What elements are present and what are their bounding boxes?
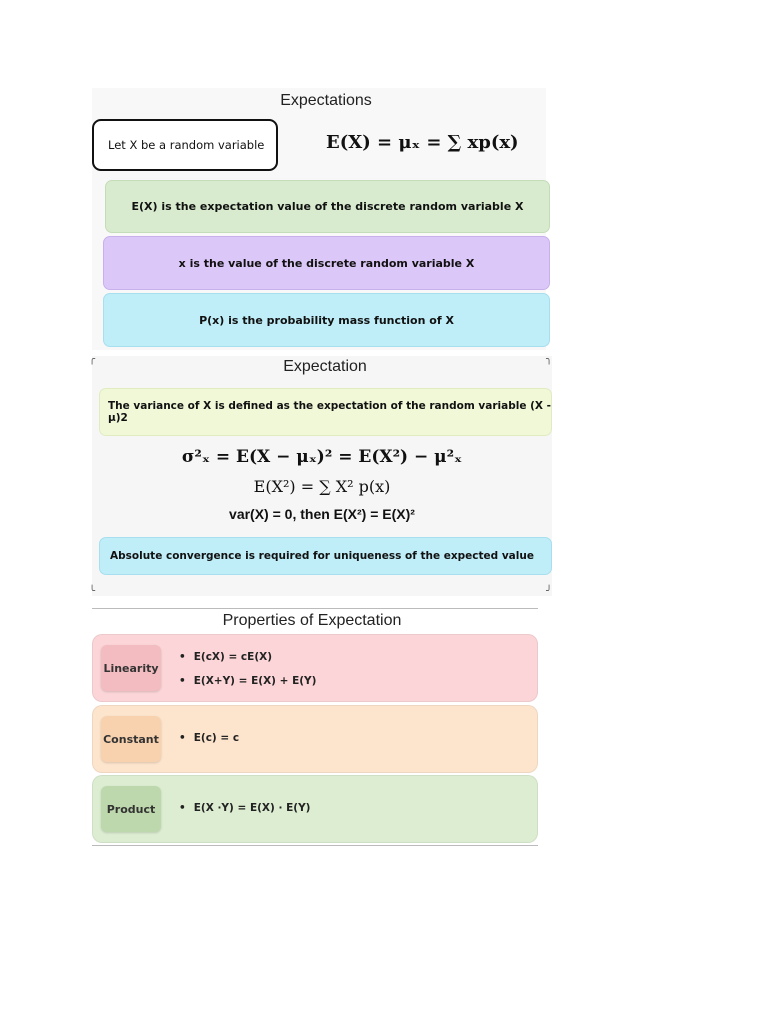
- info-text: P(x) is the probability mass function of X: [199, 313, 454, 327]
- property-row-product: [92, 775, 538, 843]
- property-label: Constant: [101, 716, 161, 762]
- info-row-value: [103, 236, 550, 290]
- property-item: • E(c) = c: [179, 732, 239, 744]
- info-text: E(X) is the expectation value of the discrete random variable X: [131, 200, 524, 213]
- property-label: Linearity: [101, 645, 161, 691]
- expectation-formula: E(X) = μₓ = ∑ xp(x): [326, 132, 519, 153]
- bracket-corner: ╰: [89, 586, 96, 597]
- variance-definition: [99, 388, 552, 436]
- bracket-corner: ╭: [89, 354, 96, 365]
- variance-formula: σ²ₓ = E(X − μₓ)² = E(X²) − μ²ₓ: [181, 447, 463, 467]
- info-row-expectation: [105, 180, 550, 233]
- property-row-constant: [92, 705, 538, 773]
- definition-text: Let X be a random variable: [108, 138, 265, 152]
- section-title: Expectation: [283, 358, 367, 375]
- info-text: x is the value of the discrete random variable X: [178, 256, 475, 270]
- property-item: • E(cX) = cE(X): [179, 651, 272, 663]
- zero-variance-formula: var(X) = 0, then E(X²) = E(X)²: [229, 506, 415, 522]
- property-item: • E(X+Y) = E(X) + E(Y): [179, 675, 316, 687]
- property-item: • E(X ·Y) = E(X) · E(Y): [179, 802, 310, 814]
- convergence-text: Absolute convergence is required for uniqueness of the expected value: [110, 550, 534, 562]
- property-label: Product: [101, 786, 161, 832]
- bracket-corner: ╮: [546, 354, 553, 365]
- definition-box: [92, 119, 278, 171]
- second-moment-formula: E(X²) = ∑ X² p(x): [253, 477, 391, 496]
- bracket-corner: ╯: [546, 586, 553, 597]
- convergence-note: [99, 537, 552, 575]
- variance-text: The variance of X is defined as the expectation of the random variable (X - μ)2: [108, 400, 552, 424]
- property-row-linearity: [92, 634, 538, 702]
- section-title: Expectations: [280, 92, 372, 109]
- info-row-pmf: [103, 293, 550, 347]
- section-title: Properties of Expectation: [222, 612, 402, 629]
